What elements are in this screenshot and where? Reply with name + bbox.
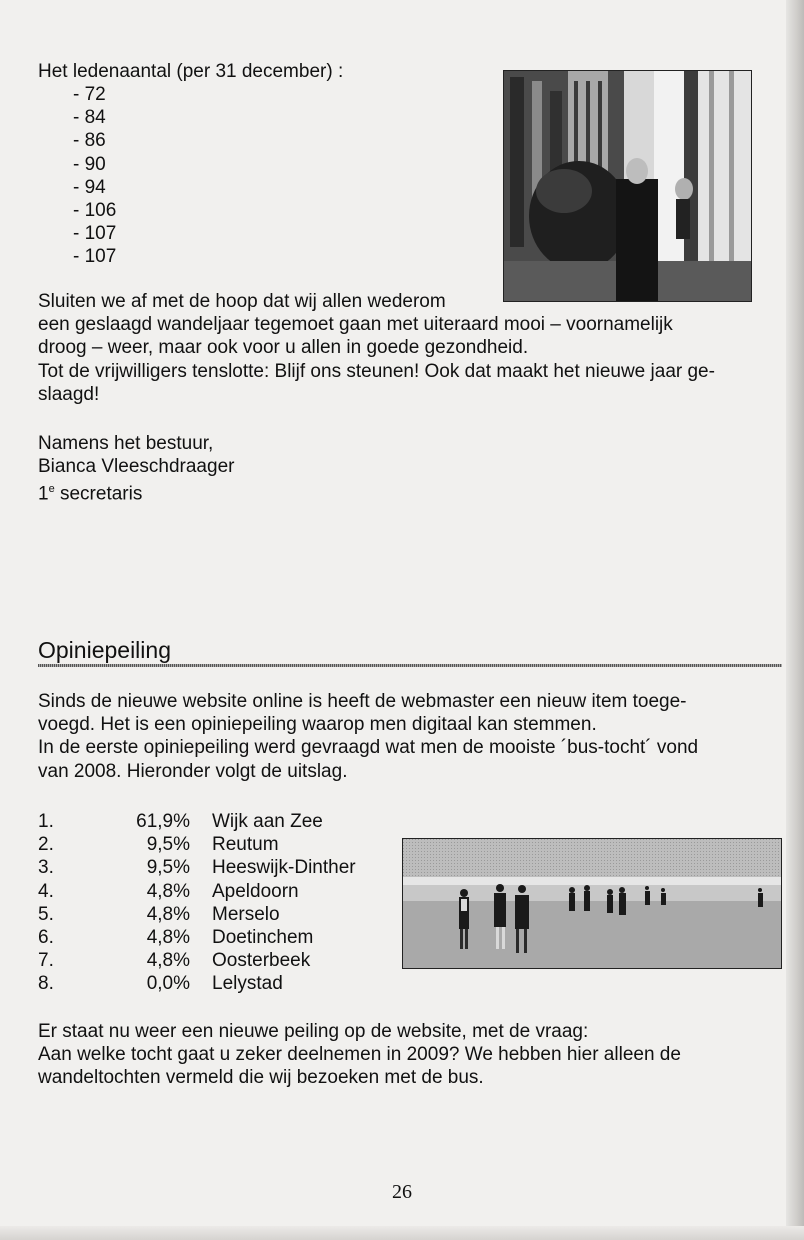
result-rank: 4. [38,880,54,902]
membership-count: - 107 [73,223,117,245]
result-percentage: 9,5% [146,857,190,879]
role-text: secretaris [54,483,143,505]
poll-intro-line: voegd. Het is een opiniepeiling waarop men digitaal kan stemmen. [38,714,597,736]
result-row [38,972,378,995]
closing-paragraph [38,290,773,406]
section-divider [38,664,782,667]
poll-intro-line: van 2008. Hieronder volgt de uitslag. [38,760,348,782]
signature-role [38,478,234,506]
membership-count: - 90 [73,153,106,175]
membership-count-list [73,83,116,269]
result-percentage: 61,9% [136,811,190,832]
membership-count: - 72 [73,84,106,105]
result-place: Oosterbeek [212,950,311,972]
signature-block [38,432,234,506]
poll-outro-line: Aan welke tocht gaat u zeker deelnemen in 2009? We hebben hier alleen de [38,1044,681,1066]
result-percentage: 4,8% [146,880,190,902]
result-row [38,926,378,949]
result-percentage: 4,8% [146,926,190,948]
result-percentage: 4,8% [146,950,190,972]
section-title: Opiniepeiling [38,637,171,663]
result-place: Wijk aan Zee [212,811,323,832]
result-place: Reutum [212,834,279,856]
membership-count: - 106 [73,199,117,221]
closing-line: Tot de vrijwilligers tenslotte: Blijf ons steunen! Ook dat maakt het nieuwe jaar ge- [38,360,715,382]
result-row [38,810,378,833]
page-edge [786,0,804,1240]
result-place: Lelystad [212,973,283,995]
result-rank: 5. [38,903,54,925]
result-percentage: 4,8% [146,903,190,925]
result-place: Apeldoorn [212,880,299,902]
membership-count: - 107 [73,246,117,268]
result-rank: 7. [38,950,54,972]
role-superscript: e [48,483,55,496]
poll-outro-line: wandeltochten vermeld die wij bezoeken met de bus. [38,1067,484,1089]
membership-heading: Het ledenaantal (per 31 december) : [38,61,344,82]
page-bottom-edge [0,1226,804,1240]
poll-intro-line: In de eerste opiniepeiling werd gevraagd wat men de mooiste ´bus-tocht´ vond [38,737,699,759]
closing-line: droog – weer, maar ook voor u allen in goede gezondheid. [38,337,529,359]
result-row [38,833,378,856]
poll-intro-paragraph [38,690,768,783]
result-rank: 2. [38,834,54,856]
result-rank: 1. [38,811,54,832]
closing-line: Sluiten we af met de hoop dat wij allen wederom [38,291,446,312]
result-row [38,880,378,903]
poll-intro-line: Sinds de nieuwe website online is heeft de webmaster een nieuw item toege- [38,691,687,712]
result-place: Doetinchem [212,926,314,948]
closing-line: een geslaagd wandeljaar tegemoet gaan met uiteraard mooi – voornamelijk [38,314,673,336]
poll-results-list [38,810,378,996]
result-row [38,903,378,926]
closing-line: slaagd! [38,383,100,405]
result-rank: 3. [38,857,54,879]
result-row [38,856,378,879]
poll-outro-paragraph [38,1020,773,1090]
result-rank: 6. [38,926,54,948]
signature-greeting: Namens het bestuur, [38,433,214,454]
photo-beach-walkers [402,838,782,969]
photo-two-people-at-door [503,70,752,302]
signature-name: Bianca Vleeschdraager [38,456,235,478]
result-place: Heeswijk-Dinther [212,857,356,879]
role-number: 1 [38,483,49,505]
membership-count: - 94 [73,176,106,198]
page-number: 26 [392,1181,412,1203]
result-row [38,949,378,972]
result-rank: 8. [38,973,54,995]
result-percentage: 9,5% [146,834,190,856]
membership-count: - 84 [73,107,106,129]
result-percentage: 0,0% [146,973,190,995]
result-place: Merselo [212,903,280,925]
membership-count: - 86 [73,130,106,152]
poll-outro-line: Er staat nu weer een nieuwe peiling op de website, met de vraag: [38,1021,589,1042]
